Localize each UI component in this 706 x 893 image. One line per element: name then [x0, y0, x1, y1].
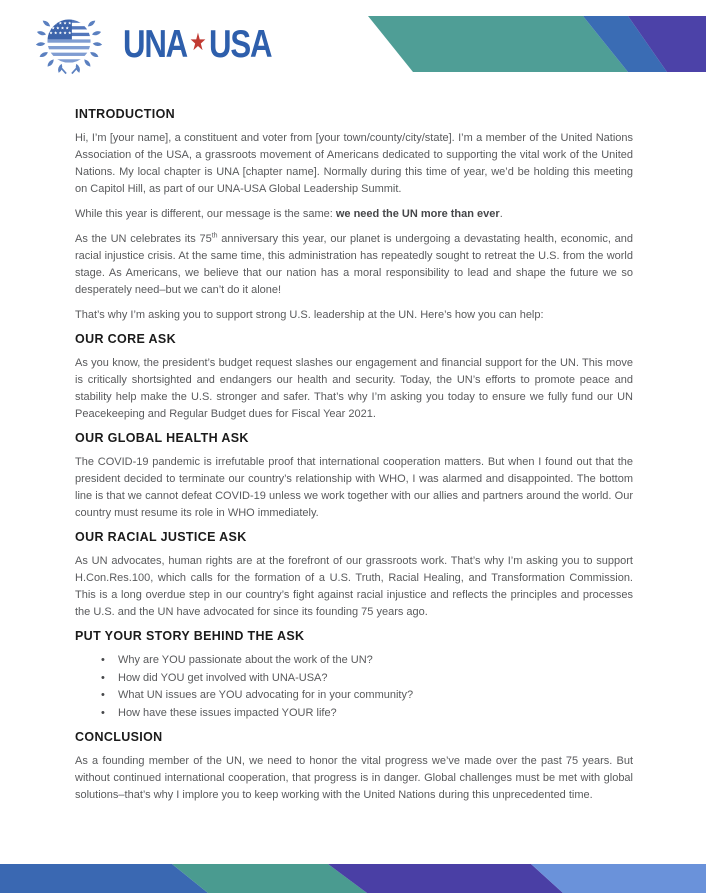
- logo-star-icon: ★: [189, 29, 207, 56]
- paragraph: As UN advocates, human rights are at the forefront of our grassroots work. That’s why I’m asking you to support H.Con.Res.100, which calls for the formation of a U.S. Truth, Racial Healing, and Transformation Commission. This is a long overdue step in our country’s fight against racial injustice and reflects the principles and processes the U.S. and the UN have advocated for since its founding 75 years ago.: [75, 555, 633, 618]
- section-heading: PUT YOUR STORY BEHIND THE ASK: [75, 629, 305, 643]
- paragraph: Hi, I’m [your name], a constituent and voter from [your town/county/city/state]. I’m a member of the United Nations Association of the USA, a grassroots movement of Americans dedicated to supporting the vital work of the United Nations. My local chapter is UNA [chapter name]. Normally during this time of year, we’d be holding this meeting on Capitol Hill, as part of our UNA-USA Global Leadership Summit.: [75, 132, 633, 195]
- logo-una-text: UNA: [123, 22, 187, 66]
- section-heading: CONCLUSION: [75, 730, 163, 744]
- paragraph: That’s why I’m asking you to support strong U.S. leadership at the UN. Here’s how you can help:: [75, 309, 544, 321]
- paragraph: As you know, the president’s budget request slashes our engagement and financial support for the UN. This move is critically shortsighted and endangers our health and security. Today, the UN’s efforts to promote peace and stability help make the U.S. stronger and safer. That’s why I’m asking you today to ensure we fully fund our UN Peacekeeping and Regular Budget dues for Fiscal Year 2021.: [75, 357, 633, 420]
- una-usa-logo: [33, 8, 308, 80]
- un-wreath-flag-icon: [33, 8, 105, 80]
- section-heading: OUR CORE ASK: [75, 332, 176, 346]
- bullet-item: • Why are YOU passionate about the work of the UN?: [101, 652, 633, 670]
- bullet-item: • How did YOU get involved with UNA-USA?: [101, 670, 633, 688]
- header-accent-band: [368, 16, 706, 72]
- logo-wordmark: [123, 22, 272, 66]
- document-body: [75, 107, 633, 812]
- bullet-item: • What UN issues are YOU advocating for in your community?: [101, 687, 633, 705]
- logo-usa-text: USA: [209, 22, 272, 66]
- bullet-item: • How have these issues impacted YOUR life?: [101, 705, 633, 723]
- bullet-list: [75, 652, 633, 722]
- paragraph: As the UN celebrates its 75th anniversary this year, our planet is undergoing a devastating health, economic, and racial injustice crisis. At the same time, this administration has repeatedly sought to retreat the U.S. from the world stage. As Americans, we believe that our nation has a moral responsibility to lead and shape the future we so desperately need–but we can’t do it alone!: [75, 232, 633, 296]
- footer-accent-band: [0, 864, 706, 893]
- section-heading: INTRODUCTION: [75, 107, 176, 121]
- paragraph: While this year is different, our message is the same: we need the UN more than ever.: [75, 208, 503, 220]
- paragraph: The COVID-19 pandemic is irrefutable proof that international cooperation matters. But when I found out that the president decided to terminate our country’s relationship with WHO, I was alarmed and disappointed. The bottom line is that we cannot defeat COVID-19 unless we work together with our allies and partners around the world. Our country must resume its role in WHO immediately.: [75, 456, 633, 519]
- paragraph: As a founding member of the UN, we need to honor the vital progress we’ve made over the past 75 years. But without continued international cooperation, that progress is in danger. Global challenges must be met with global solutions–that’s why I implore you to keep working with the United Nations during this unprecedented time.: [75, 755, 633, 801]
- section-heading: OUR GLOBAL HEALTH ASK: [75, 431, 249, 445]
- section-heading: OUR RACIAL JUSTICE ASK: [75, 530, 247, 544]
